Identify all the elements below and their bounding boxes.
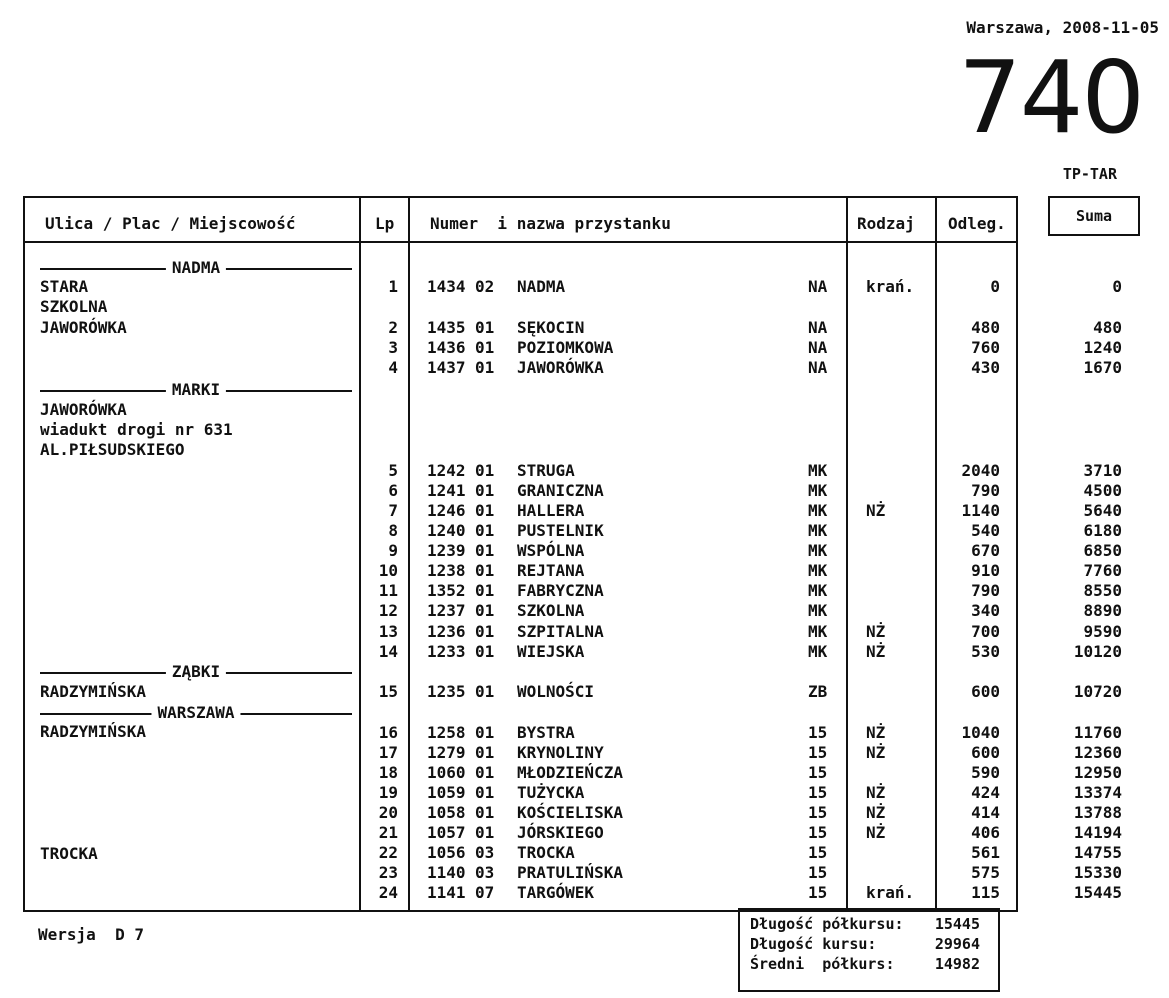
street-name: JAWORÓWKA: [40, 400, 127, 419]
stop-sub: 01: [475, 461, 495, 480]
stop-sum: 15445: [1073, 883, 1122, 902]
stop-zone: NA: [808, 277, 828, 296]
stop-sum: 12950: [1073, 763, 1122, 782]
stop-num: 1279: [427, 743, 466, 762]
stop-dist: 424: [971, 783, 1000, 802]
stop-dist: 790: [971, 481, 1000, 500]
town-name: NADMA: [166, 258, 226, 278]
summary-label: Długość kursu:: [750, 935, 877, 953]
stop-zone: 15: [808, 863, 828, 882]
stop-dist: 790: [971, 581, 1000, 600]
stop-sum: 6850: [1083, 541, 1122, 560]
stop-row: [0, 277, 1169, 297]
stop-sub: 01: [475, 521, 495, 540]
stop-kind: NŻ: [866, 622, 886, 641]
summary-label: Długość półkursu:: [750, 915, 904, 933]
stop-kind: krań.: [866, 883, 915, 902]
stop-num: 1240: [427, 521, 466, 540]
stop-num: 1238: [427, 561, 466, 580]
stop-stop: TARGÓWEK: [517, 883, 595, 902]
stop-sub: 01: [475, 601, 495, 620]
stop-lp: 16: [378, 723, 398, 742]
stop-lp: 8: [388, 521, 398, 540]
stop-stop: TUŻYCKA: [517, 783, 585, 802]
stop-zone: NA: [808, 338, 828, 357]
stop-stop: POZIOMKOWA: [517, 338, 614, 357]
summary-value: 14982: [934, 955, 980, 973]
stop-sub: 01: [475, 358, 495, 377]
summary-box: [738, 908, 1000, 992]
stop-stop: NADMA: [517, 277, 566, 296]
stop-lp: 20: [378, 803, 398, 822]
stop-num: 1060: [427, 763, 466, 782]
stop-row: [0, 318, 1169, 338]
stop-kind: NŻ: [866, 803, 886, 822]
stop-sub: 01: [475, 723, 495, 742]
stop-num: 1237: [427, 601, 466, 620]
stop-zone: MK: [808, 581, 828, 600]
stop-dist: 115: [971, 883, 1000, 902]
stop-sum: 0: [1112, 277, 1122, 296]
stop-zone: MK: [808, 601, 828, 620]
stop-zone: ZB: [808, 682, 828, 701]
stop-zone: MK: [808, 521, 828, 540]
stop-sub: 01: [475, 743, 495, 762]
col-header-stop: Numer i nazwa przystanku: [430, 214, 671, 233]
stop-sub: 01: [475, 783, 495, 802]
stop-zone: MK: [808, 622, 828, 641]
summary-average: [750, 954, 988, 974]
stop-dist: 700: [971, 622, 1000, 641]
stop-zone: MK: [808, 541, 828, 560]
stop-num: 1246: [427, 501, 466, 520]
stop-sum: 14194: [1073, 823, 1122, 842]
col-header-dist: Odleg.: [948, 214, 1006, 233]
stop-num: 1436: [427, 338, 466, 357]
col-header-lp: Lp: [375, 214, 395, 233]
stop-sum: 6180: [1083, 521, 1122, 540]
stop-sum: 1670: [1083, 358, 1122, 377]
stop-sum: 13788: [1073, 803, 1122, 822]
stop-sum: 4500: [1083, 481, 1122, 500]
stop-sum: 480: [1093, 318, 1122, 337]
version-label: Wersja D 7: [38, 925, 144, 944]
summary-length: [750, 934, 988, 954]
stop-lp: 11: [378, 581, 398, 600]
town-separator: [40, 258, 352, 278]
stop-dist: 406: [971, 823, 1000, 842]
stop-num: 1056: [427, 843, 466, 862]
stop-num: 1239: [427, 541, 466, 560]
stop-zone: 15: [808, 883, 828, 902]
stop-sum: 15330: [1073, 863, 1122, 882]
stop-sum: 3710: [1083, 461, 1122, 480]
stop-sub: 02: [475, 277, 495, 296]
stop-sub: 01: [475, 318, 495, 337]
stop-stop: SZKOLNA: [517, 601, 585, 620]
stop-lp: 19: [378, 783, 398, 802]
stop-lp: 3: [388, 338, 398, 357]
stop-row: [0, 358, 1169, 378]
stop-sub: 01: [475, 823, 495, 842]
stop-row: [0, 501, 1169, 521]
summary-value: 15445: [934, 915, 980, 933]
stop-num: 1233: [427, 642, 466, 661]
stop-sub: 03: [475, 843, 495, 862]
stop-row: [0, 581, 1169, 601]
stop-row: [0, 622, 1169, 642]
stop-lp: 9: [388, 541, 398, 560]
town-separator: [40, 703, 352, 723]
stop-num: 1242: [427, 461, 466, 480]
stop-dist: 1040: [961, 723, 1000, 742]
stop-zone: MK: [808, 481, 828, 500]
stop-lp: 17: [378, 743, 398, 762]
town-name: MARKI: [166, 380, 226, 400]
stop-zone: 15: [808, 763, 828, 782]
stop-sum: 8550: [1083, 581, 1122, 600]
stop-row: [0, 461, 1169, 481]
stop-num: 1352: [427, 581, 466, 600]
stop-sum: 10720: [1073, 682, 1122, 701]
street-name: AL.PIŁSUDSKIEGO: [40, 440, 185, 459]
stop-dist: 600: [971, 682, 1000, 701]
stop-sum: 14755: [1073, 843, 1122, 862]
stop-lp: 10: [378, 561, 398, 580]
stop-sum: 13374: [1073, 783, 1122, 802]
street-name: wiadukt drogi nr 631: [40, 420, 233, 439]
stop-row: [0, 863, 1169, 883]
stop-stop: WIEJSKA: [517, 642, 585, 661]
stop-lp: 7: [388, 501, 398, 520]
stop-kind: NŻ: [866, 723, 886, 742]
stop-row: [0, 783, 1169, 803]
stop-row: [0, 723, 1169, 743]
stop-kind: krań.: [866, 277, 915, 296]
stop-sub: 01: [475, 338, 495, 357]
col-header-kind: Rodzaj: [857, 214, 915, 233]
stop-dist: 530: [971, 642, 1000, 661]
stop-num: 1141: [427, 883, 466, 902]
stop-dist: 340: [971, 601, 1000, 620]
stop-zone: 15: [808, 723, 828, 742]
stop-row: [0, 823, 1169, 843]
stop-lp: 24: [378, 883, 398, 902]
stop-sum: 8890: [1083, 601, 1122, 620]
stop-zone: 15: [808, 803, 828, 822]
town-name: ZĄBKI: [166, 662, 226, 682]
stop-zone: MK: [808, 642, 828, 661]
stop-row: [0, 642, 1169, 662]
col-header-street: Ulica / Plac / Miejscowość: [45, 214, 296, 233]
stop-lp: 23: [378, 863, 398, 882]
street-name: JAWORÓWKA: [40, 318, 127, 337]
stop-zone: MK: [808, 561, 828, 580]
stop-stop: SĘKOCIN: [517, 318, 585, 337]
route-number: 740: [958, 39, 1143, 156]
stop-zone: 15: [808, 843, 828, 862]
stop-num: 1140: [427, 863, 466, 882]
stop-dist: 670: [971, 541, 1000, 560]
stop-num: 1057: [427, 823, 466, 842]
col-header-sum: Suma: [1048, 196, 1140, 236]
stop-zone: NA: [808, 358, 828, 377]
stop-sub: 01: [475, 642, 495, 661]
stop-stop: STRUGA: [517, 461, 575, 480]
stop-dist: 1140: [961, 501, 1000, 520]
stop-lp: 14: [378, 642, 398, 661]
stop-dist: 430: [971, 358, 1000, 377]
stop-num: 1236: [427, 622, 466, 641]
stop-sub: 01: [475, 481, 495, 500]
street-name: SZKOLNA: [40, 297, 108, 316]
street-name: STARA: [40, 277, 89, 296]
stop-stop: BYSTRA: [517, 723, 575, 742]
stop-num: 1437: [427, 358, 466, 377]
stop-lp: 13: [378, 622, 398, 641]
stop-lp: 22: [378, 843, 398, 862]
stop-num: 1058: [427, 803, 466, 822]
stop-num: 1435: [427, 318, 466, 337]
stop-lp: 5: [388, 461, 398, 480]
stop-lp: 6: [388, 481, 398, 500]
stop-num: 1434: [427, 277, 466, 296]
stop-stop: PRATULIŃSKA: [517, 863, 623, 882]
stop-sub: 07: [475, 883, 495, 902]
stop-sub: 03: [475, 863, 495, 882]
stop-row: [0, 481, 1169, 501]
stop-sub: 01: [475, 581, 495, 600]
stop-row: [0, 561, 1169, 581]
stop-stop: PUSTELNIK: [517, 521, 604, 540]
stop-row: [0, 541, 1169, 561]
stop-sub: 01: [475, 541, 495, 560]
stop-kind: NŻ: [866, 642, 886, 661]
operator-label: TP-TAR: [1062, 165, 1117, 183]
stop-dist: 600: [971, 743, 1000, 762]
stop-num: 1059: [427, 783, 466, 802]
stop-row: [0, 601, 1169, 621]
street-name: RADZYMIŃSKA: [40, 682, 146, 701]
stop-dist: 480: [971, 318, 1000, 337]
town-name: WARSZAWA: [151, 703, 240, 723]
stop-sum: 11760: [1073, 723, 1122, 742]
stop-zone: NA: [808, 318, 828, 337]
summary-half-length: [750, 914, 988, 934]
stop-sub: 01: [475, 622, 495, 641]
stop-stop: WSPÓLNA: [517, 541, 585, 560]
stop-row: [0, 743, 1169, 763]
stop-lp: 4: [388, 358, 398, 377]
stop-zone: 15: [808, 743, 828, 762]
stop-lp: 15: [378, 682, 398, 701]
stop-lp: 21: [378, 823, 398, 842]
stop-kind: NŻ: [866, 501, 886, 520]
stop-zone: 15: [808, 783, 828, 802]
stop-dist: 575: [971, 863, 1000, 882]
stop-dist: 760: [971, 338, 1000, 357]
street-name: RADZYMIŃSKA: [40, 722, 146, 741]
stop-dist: 590: [971, 763, 1000, 782]
stop-zone: MK: [808, 501, 828, 520]
stop-num: 1258: [427, 723, 466, 742]
stop-lp: 18: [378, 763, 398, 782]
stop-sub: 01: [475, 561, 495, 580]
stop-stop: WOLNOŚCI: [517, 682, 595, 701]
stop-stop: GRANICZNA: [517, 481, 604, 500]
stop-lp: 12: [378, 601, 398, 620]
stop-sum: 1240: [1083, 338, 1122, 357]
stop-sum: 9590: [1083, 622, 1122, 641]
stop-dist: 0: [990, 277, 1000, 296]
date-label: Warszawa, 2008-11-05: [966, 18, 1159, 37]
stop-dist: 540: [971, 521, 1000, 540]
stop-sub: 01: [475, 803, 495, 822]
stop-lp: 1: [388, 277, 398, 296]
stop-row: [0, 338, 1169, 358]
summary-label: Średni półkurs:: [750, 955, 895, 973]
town-separator: [40, 380, 352, 400]
stop-row: [0, 521, 1169, 541]
stop-stop: TROCKA: [517, 843, 575, 862]
stop-sub: 01: [475, 682, 495, 701]
stop-stop: HALLERA: [517, 501, 585, 520]
stop-dist: 561: [971, 843, 1000, 862]
stop-num: 1241: [427, 481, 466, 500]
stop-dist: 910: [971, 561, 1000, 580]
stop-stop: KRYNOLINY: [517, 743, 604, 762]
stop-row: [0, 883, 1169, 903]
stop-sum: 5640: [1083, 501, 1122, 520]
stop-stop: MŁODZIEŃCZA: [517, 763, 623, 782]
stop-sum: 12360: [1073, 743, 1122, 762]
stop-num: 1235: [427, 682, 466, 701]
street-name: TROCKA: [40, 844, 98, 863]
stop-sub: 01: [475, 501, 495, 520]
stop-kind: NŻ: [866, 783, 886, 802]
stop-dist: 414: [971, 803, 1000, 822]
stop-stop: SZPITALNA: [517, 622, 604, 641]
stop-kind: NŻ: [866, 743, 886, 762]
stop-sub: 01: [475, 763, 495, 782]
stop-stop: KOŚCIELISKA: [517, 803, 623, 822]
stop-dist: 2040: [961, 461, 1000, 480]
stop-lp: 2: [388, 318, 398, 337]
stop-kind: NŻ: [866, 823, 886, 842]
stop-stop: JÓRSKIEGO: [517, 823, 604, 842]
header-divider: [23, 241, 1018, 243]
stop-row: [0, 803, 1169, 823]
stop-stop: JAWORÓWKA: [517, 358, 604, 377]
stop-row: [0, 682, 1169, 702]
stop-row: [0, 843, 1169, 863]
town-separator: [40, 662, 352, 682]
stop-row: [0, 763, 1169, 783]
stop-stop: FABRYCZNA: [517, 581, 604, 600]
stop-zone: 15: [808, 823, 828, 842]
summary-value: 29964: [934, 935, 980, 953]
stop-sum: 7760: [1083, 561, 1122, 580]
stop-zone: MK: [808, 461, 828, 480]
stop-stop: REJTANA: [517, 561, 585, 580]
stop-sum: 10120: [1073, 642, 1122, 661]
